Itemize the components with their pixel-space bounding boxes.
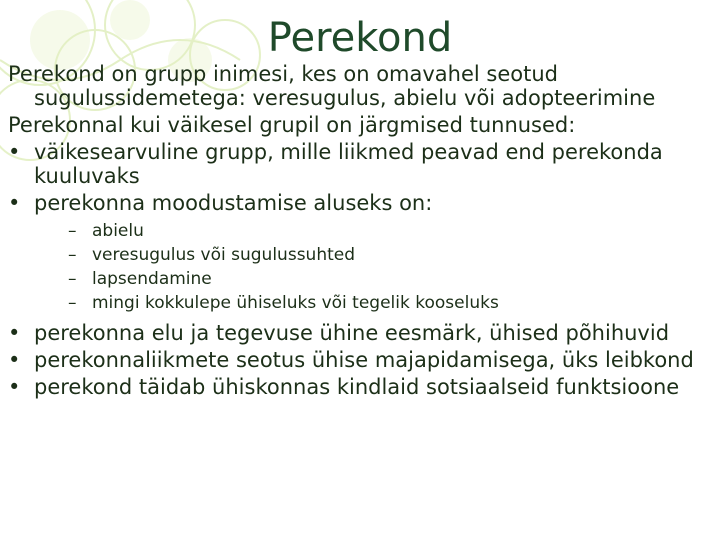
list-item bbox=[8, 321, 708, 345]
list-item-text: perekonna moodustamise aluseks on: bbox=[34, 191, 433, 215]
sublist-item-text: mingi kokkulepe ühiseluks või tegelik kooseluks bbox=[92, 293, 499, 313]
sublist-item-text: lapsendamine bbox=[92, 269, 212, 289]
slide-title: Perekond bbox=[267, 15, 453, 61]
sublist-item-text: abielu bbox=[92, 221, 144, 241]
list-item-text: perekonna elu ja tegevuse ühine eesmärk, ühised põhihuvid bbox=[34, 321, 670, 345]
dash-icon: – bbox=[68, 269, 77, 289]
slide-content bbox=[8, 62, 708, 402]
sublist-item bbox=[68, 267, 708, 291]
dash-icon: – bbox=[68, 293, 77, 313]
features-intro-paragraph: Perekonnal kui väikesel grupil on järgmised tunnused: bbox=[8, 113, 576, 137]
definition-paragraph: Perekond on grupp inimesi, kes on omavahel seotud sugulussidemetega: veresugulus, abielu või adopteerimine bbox=[8, 62, 656, 110]
dash-icon: – bbox=[68, 245, 77, 265]
bullet-icon: • bbox=[8, 191, 21, 215]
sublist-item bbox=[68, 219, 708, 243]
bullet-icon: • bbox=[8, 140, 21, 164]
sublist-item bbox=[68, 291, 708, 315]
list-item-text: väikesearvuline grupp, mille liikmed peavad end perekonda kuuluvaks bbox=[34, 140, 663, 188]
sublist-item-text: veresugulus või sugulussuhted bbox=[92, 245, 356, 265]
features-list bbox=[8, 140, 708, 399]
list-item-text: perekonnaliikmete seotus ühise majapidamisega, üks leibkond bbox=[34, 348, 694, 372]
list-item bbox=[8, 140, 708, 188]
dash-icon: – bbox=[68, 221, 77, 241]
list-item bbox=[8, 191, 708, 315]
bullet-icon: • bbox=[8, 375, 21, 399]
list-item-text: perekond täidab ühiskonnas kindlaid sotsiaalseid funktsioone bbox=[34, 375, 680, 399]
formation-basis-sublist bbox=[68, 219, 708, 315]
bullet-icon: • bbox=[8, 348, 21, 372]
bullet-icon: • bbox=[8, 321, 21, 345]
list-item bbox=[8, 348, 708, 372]
sublist-item bbox=[68, 243, 708, 267]
list-item bbox=[8, 375, 708, 399]
